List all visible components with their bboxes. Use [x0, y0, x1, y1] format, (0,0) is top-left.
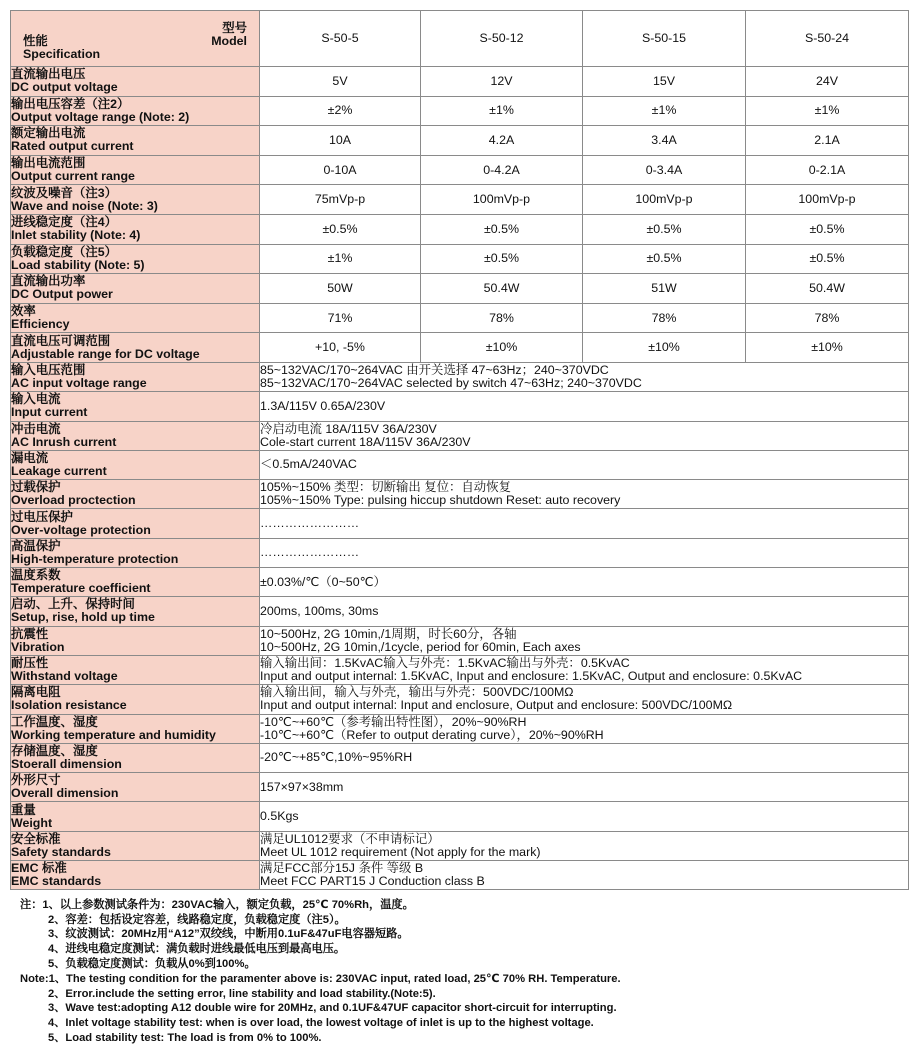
spec-value-line: 10~500Hz, 2G 10min,/1cycle, period for 60min, Each axes	[260, 639, 581, 654]
spec-value-wide	[260, 685, 909, 714]
spec-label-en: Temperature coefficient	[11, 581, 151, 596]
note-line: 3、Wave test:adopting A12 double wire for 20MHz, and 0.1UF&47UF capacitor short-circuit for interrupting.	[48, 1002, 617, 1015]
spec-value: ±1%	[260, 244, 421, 274]
spec-label	[11, 831, 260, 860]
model-name: S-50-5	[260, 11, 421, 67]
spec-value-line: Meet FCC PART15 J Conduction class B	[260, 874, 485, 889]
spec-value: 78%	[746, 303, 909, 333]
spec-label-en: Weight	[11, 815, 53, 830]
spec-label-zh: 耐压性	[11, 656, 49, 671]
spec-value: 0-4.2A	[421, 155, 583, 185]
spec-row	[11, 244, 909, 274]
spec-value: 0-2.1A	[746, 155, 909, 185]
spec-label-zh: 输出电流范围	[11, 156, 86, 171]
spec-value-wide	[260, 568, 909, 597]
spec-label	[11, 155, 260, 185]
spec-value: ±10%	[421, 333, 583, 363]
spec-label-zh: 直流输出功率	[11, 274, 86, 289]
spec-label	[11, 655, 260, 684]
spec-value: ±2%	[260, 96, 421, 126]
spec-row	[11, 155, 909, 185]
spec-row-wide	[11, 421, 909, 450]
spec-row	[11, 96, 909, 126]
spec-value-wide	[260, 392, 909, 421]
common-spec-rows	[11, 362, 909, 889]
spec-value-line: 105%~150% 类型：切断输出 复位：自动恢复	[260, 480, 511, 495]
note-line: 注：1、以上参数测试条件为：230VAC输入，额定负载，25℃ 70%Rh，温度。	[20, 899, 414, 912]
spec-value: 2.1A	[746, 126, 909, 156]
spec-row-wide	[11, 714, 909, 743]
spec-value: ±0.5%	[746, 244, 909, 274]
spec-value-wide	[260, 450, 909, 479]
spec-value: ±0.5%	[260, 214, 421, 244]
spec-row-wide	[11, 831, 909, 860]
spec-value: ±1%	[583, 96, 746, 126]
spec-value-wide	[260, 831, 909, 860]
spec-label-en: Safety standards	[11, 844, 111, 859]
spec-value-line: ……………………	[260, 516, 360, 531]
spec-label-en: Input current	[11, 405, 88, 420]
spec-row	[11, 274, 909, 304]
spec-value-line: -10℃~+60℃（Refer to output derating curve），20%~90%RH	[260, 727, 604, 742]
note-line: 2、Error.include the setting error, line stability and load stability.(Note:5).	[48, 987, 436, 1000]
spec-label-zh: 工作温度、湿度	[11, 714, 98, 729]
spec-label-zh: 启动、上升、保持时间	[11, 597, 135, 612]
spec-value: 51W	[583, 274, 746, 304]
spec-value: 15V	[583, 67, 746, 97]
spec-label-zh: 安全标准	[11, 831, 61, 846]
spec-value: 100mVp-p	[583, 185, 746, 215]
spec-value-line: 85~132VAC/170~264VAC selected by switch 47~63Hz; 240~370VDC	[260, 376, 642, 391]
spec-value: 78%	[583, 303, 746, 333]
spec-value: 71%	[260, 303, 421, 333]
spec-label-en: DC output voltage	[11, 80, 118, 95]
spec-label	[11, 860, 260, 889]
spec-label	[11, 480, 260, 509]
spec-label	[11, 597, 260, 626]
note-line: 2、容差：包括设定容差，线路稳定度，负载稳定度（注5）。	[48, 913, 346, 926]
spec-value-line: 输入输出间：1.5KvAC输入与外壳：1.5KvAC输出与外壳：0.5KvAC	[260, 656, 630, 671]
spec-label-zh: EMC 标准	[11, 861, 67, 876]
spec-value-line: Input and output internal: 1.5KvAC, Input and enclosure: 1.5KvAC, Output and enclosure: 0.5KvAC	[260, 669, 803, 684]
note-line: 5、负载稳定度测试：负载从0%到100%。	[48, 957, 256, 970]
note-line: 4、进线电稳定度测试：满负载时进线最低电压到最高电压。	[48, 943, 346, 956]
spec-row	[11, 67, 909, 97]
spec-label-en: Over-voltage protection	[11, 522, 151, 537]
spec-label-en: Inlet stability (Note: 4)	[11, 228, 141, 243]
spec-label	[11, 303, 260, 333]
spec-value-line: 105%~150% Type: pulsing hiccup shutdown Reset: auto recovery	[260, 493, 621, 508]
spec-label-zh: 抗震性	[11, 626, 49, 641]
spec-label-zh: 直流电压可调范围	[11, 333, 111, 348]
spec-value-wide	[260, 626, 909, 655]
spec-value-wide	[260, 743, 909, 772]
spec-label	[11, 67, 260, 97]
spec-label	[11, 509, 260, 538]
spec-value-line: 输入输出间，输入与外壳，输出与外壳：500VDC/100MΩ	[260, 685, 574, 700]
spec-value-wide	[260, 480, 909, 509]
spec-row-wide	[11, 392, 909, 421]
spec-sheet	[10, 10, 908, 1045]
spec-value-line: 200ms, 100ms, 30ms	[260, 603, 379, 618]
spec-value-line: Cole-start current 18A/115V 36A/230V	[260, 434, 471, 449]
spec-label-zh: 重量	[11, 802, 36, 817]
note-line: 3、纹波测试：20MHz用“A12”双绞线，中断用0.1uF&47uF电容器短路。	[48, 928, 409, 941]
spec-value-wide	[260, 802, 909, 831]
spec-value-wide	[260, 538, 909, 567]
spec-value: 100mVp-p	[746, 185, 909, 215]
spec-row-wide	[11, 685, 909, 714]
spec-value-line: 冷启动电流 18A/115V 36A/230V	[260, 421, 437, 436]
spec-label-en: Leakage current	[11, 463, 107, 478]
spec-label	[11, 743, 260, 772]
spec-row	[11, 214, 909, 244]
spec-label-en: Output voltage range (Note: 2)	[11, 109, 190, 124]
spec-label-en: AC Inrush current	[11, 434, 117, 449]
spec-en: Specification	[23, 47, 101, 61]
note-line: 5、Load stability test: The load is from 0% to 100%.	[48, 1031, 322, 1044]
spec-label-zh: 外形尺寸	[11, 773, 61, 788]
spec-row	[11, 126, 909, 156]
spec-label-zh: 负载稳定度（注5）	[11, 244, 118, 259]
spec-value: 4.2A	[421, 126, 583, 156]
spec-value: 50.4W	[421, 274, 583, 304]
spec-label-en: Overload proctection	[11, 493, 136, 508]
spec-value: ±10%	[746, 333, 909, 363]
spec-label-en: Wave and noise (Note: 3)	[11, 198, 158, 213]
model-name: S-50-15	[583, 11, 746, 67]
spec-value-line: 1.3A/115V 0.65A/230V	[260, 398, 386, 413]
spec-label-en: High-temperature protection	[11, 551, 179, 566]
spec-label-en: Efficiency	[11, 317, 70, 332]
spec-label	[11, 802, 260, 831]
spec-value-wide	[260, 860, 909, 889]
spec-label	[11, 96, 260, 126]
spec-value: ±0.5%	[421, 244, 583, 274]
spec-row-wide	[11, 597, 909, 626]
spec-row-wide	[11, 450, 909, 479]
spec-value: 5V	[260, 67, 421, 97]
spec-value: ±0.5%	[421, 214, 583, 244]
spec-value: ±1%	[421, 96, 583, 126]
header-row	[11, 11, 909, 67]
spec-value-line: ＜0.5mA/240VAC	[260, 457, 357, 472]
spec-zh: 性能	[23, 34, 48, 48]
spec-value: 78%	[421, 303, 583, 333]
spec-value-wide	[260, 362, 909, 391]
spec-row-wide	[11, 538, 909, 567]
spec-value-wide	[260, 714, 909, 743]
spec-label	[11, 685, 260, 714]
model-name: S-50-24	[746, 11, 909, 67]
spec-row-wide	[11, 362, 909, 391]
spec-value: 75mVp-p	[260, 185, 421, 215]
spec-row-wide	[11, 509, 909, 538]
spec-label-zh: 额定输出电流	[11, 126, 86, 141]
spec-label-en: Stoerall dimension	[11, 756, 122, 771]
spec-label-zh: 直流输出电压	[11, 67, 86, 82]
spec-label	[11, 421, 260, 450]
spec-value-line: 满足UL1012要求（不申请标记）	[260, 831, 440, 846]
spec-row-wide	[11, 860, 909, 889]
spec-label	[11, 274, 260, 304]
spec-value: 50.4W	[746, 274, 909, 304]
spec-value-line: Meet UL 1012 requirement (Not apply for the mark)	[260, 844, 541, 859]
notes-section	[10, 898, 908, 1045]
spec-label-en: EMC standards	[11, 874, 102, 889]
spec-label-zh: 过载保护	[11, 480, 61, 495]
spec-label-en: Overall dimension	[11, 786, 119, 801]
spec-value: +10, -5%	[260, 333, 421, 363]
spec-value-line: 157×97×38mm	[260, 779, 344, 794]
spec-label-zh: 冲击电流	[11, 421, 61, 436]
model-zh: 型号	[222, 21, 247, 35]
spec-value: 100mVp-p	[421, 185, 583, 215]
model-spec-rows	[11, 67, 909, 363]
spec-label	[11, 773, 260, 802]
spec-row-wide	[11, 743, 909, 772]
spec-value: 50W	[260, 274, 421, 304]
spec-label-zh: 过电压保护	[11, 509, 73, 524]
spec-value-line: ±0.03%/℃（0~50℃）	[260, 574, 386, 589]
spec-value-line: -20℃~+85℃,10%~95%RH	[260, 750, 413, 765]
spec-label-en: Withstand voltage	[11, 669, 118, 684]
spec-label-zh: 纹波及噪音（注3）	[11, 185, 118, 200]
note-line: 4、Inlet voltage stability test: when is over load, the lowest voltage of inlet is up to the highest voltage.	[48, 1017, 594, 1030]
spec-label-en: Isolation resistance	[11, 698, 127, 713]
spec-value-line: 0.5Kgs	[260, 809, 299, 824]
spec-label-en: Load stability (Note: 5)	[11, 257, 145, 272]
note-line: Note:1、The testing condition for the paramenter above is: 230VAC input, rated load, 25℃ 70% RH. Temperature.	[20, 973, 621, 986]
spec-label-zh: 存储温度、湿度	[11, 743, 98, 758]
spec-label	[11, 244, 260, 274]
spec-label	[11, 538, 260, 567]
spec-label-zh: 输入电流	[11, 392, 61, 407]
spec-label	[11, 126, 260, 156]
spec-label-zh: 输入电压范围	[11, 363, 86, 378]
spec-value-wide	[260, 773, 909, 802]
spec-label-en: Setup, rise, hold up time	[11, 610, 155, 625]
spec-label	[11, 214, 260, 244]
spec-value-wide	[260, 509, 909, 538]
spec-value: 0-10A	[260, 155, 421, 185]
spec-label	[11, 714, 260, 743]
spec-label-en: Adjustable range for DC voltage	[11, 346, 200, 361]
spec-label-zh: 进线稳定度（注4）	[11, 215, 118, 230]
spec-label	[11, 626, 260, 655]
model-name: S-50-12	[421, 11, 583, 67]
spec-value: ±0.5%	[583, 244, 746, 274]
spec-label-en: Rated output current	[11, 139, 134, 154]
spec-label-zh: 效率	[11, 304, 36, 319]
spec-value-wide	[260, 655, 909, 684]
spec-label-en: Working temperature and humidity	[11, 727, 216, 742]
spec-label-zh: 高温保护	[11, 538, 61, 553]
spec-label-en: Vibration	[11, 639, 65, 654]
spec-label-en: AC input voltage range	[11, 376, 147, 391]
spec-row	[11, 185, 909, 215]
spec-label	[11, 392, 260, 421]
model-en: Model	[211, 34, 247, 48]
spec-label	[11, 450, 260, 479]
spec-row	[11, 333, 909, 363]
spec-value: ±0.5%	[746, 214, 909, 244]
spec-row-wide	[11, 626, 909, 655]
spec-label-en: Output current range	[11, 169, 135, 184]
spec-value: 0-3.4A	[583, 155, 746, 185]
spec-value-line: 满足FCC部分15J 条件 等级 B	[260, 861, 424, 876]
spec-value: ±0.5%	[583, 214, 746, 244]
spec-label	[11, 185, 260, 215]
spec-row-wide	[11, 802, 909, 831]
spec-label-zh: 温度系数	[11, 568, 61, 583]
spec-table	[10, 10, 909, 890]
spec-label-zh: 隔离电阻	[11, 685, 61, 700]
spec-value-wide	[260, 421, 909, 450]
spec-value: 10A	[260, 126, 421, 156]
spec-label	[11, 568, 260, 597]
spec-value-line: ……………………	[260, 545, 360, 560]
spec-row-wide	[11, 655, 909, 684]
spec-label-en: DC Output power	[11, 287, 113, 302]
spec-label	[11, 333, 260, 363]
spec-value-line: Input and output internal: Input and enclosure, Output and enclosure: 500VDC/100MΩ	[260, 698, 733, 713]
spec-value: 24V	[746, 67, 909, 97]
spec-label	[11, 362, 260, 391]
header-label-cell	[11, 11, 260, 67]
spec-value: ±10%	[583, 333, 746, 363]
spec-row	[11, 303, 909, 333]
spec-value: 12V	[421, 67, 583, 97]
spec-value: ±1%	[746, 96, 909, 126]
spec-value-wide	[260, 597, 909, 626]
spec-value-line: 10~500Hz, 2G 10min,/1周期，时长60分，各轴	[260, 626, 517, 641]
spec-value-line: -10℃~+60℃（参考输出特性图），20%~90%RH	[260, 714, 527, 729]
spec-value: 3.4A	[583, 126, 746, 156]
spec-label-zh: 漏电流	[11, 450, 49, 465]
spec-row-wide	[11, 773, 909, 802]
spec-value-line: 85~132VAC/170~264VAC 由开关选择 47~63Hz；240~370VDC	[260, 363, 609, 378]
spec-label-zh: 输出电压容差（注2）	[11, 96, 130, 111]
spec-row-wide	[11, 568, 909, 597]
spec-row-wide	[11, 480, 909, 509]
